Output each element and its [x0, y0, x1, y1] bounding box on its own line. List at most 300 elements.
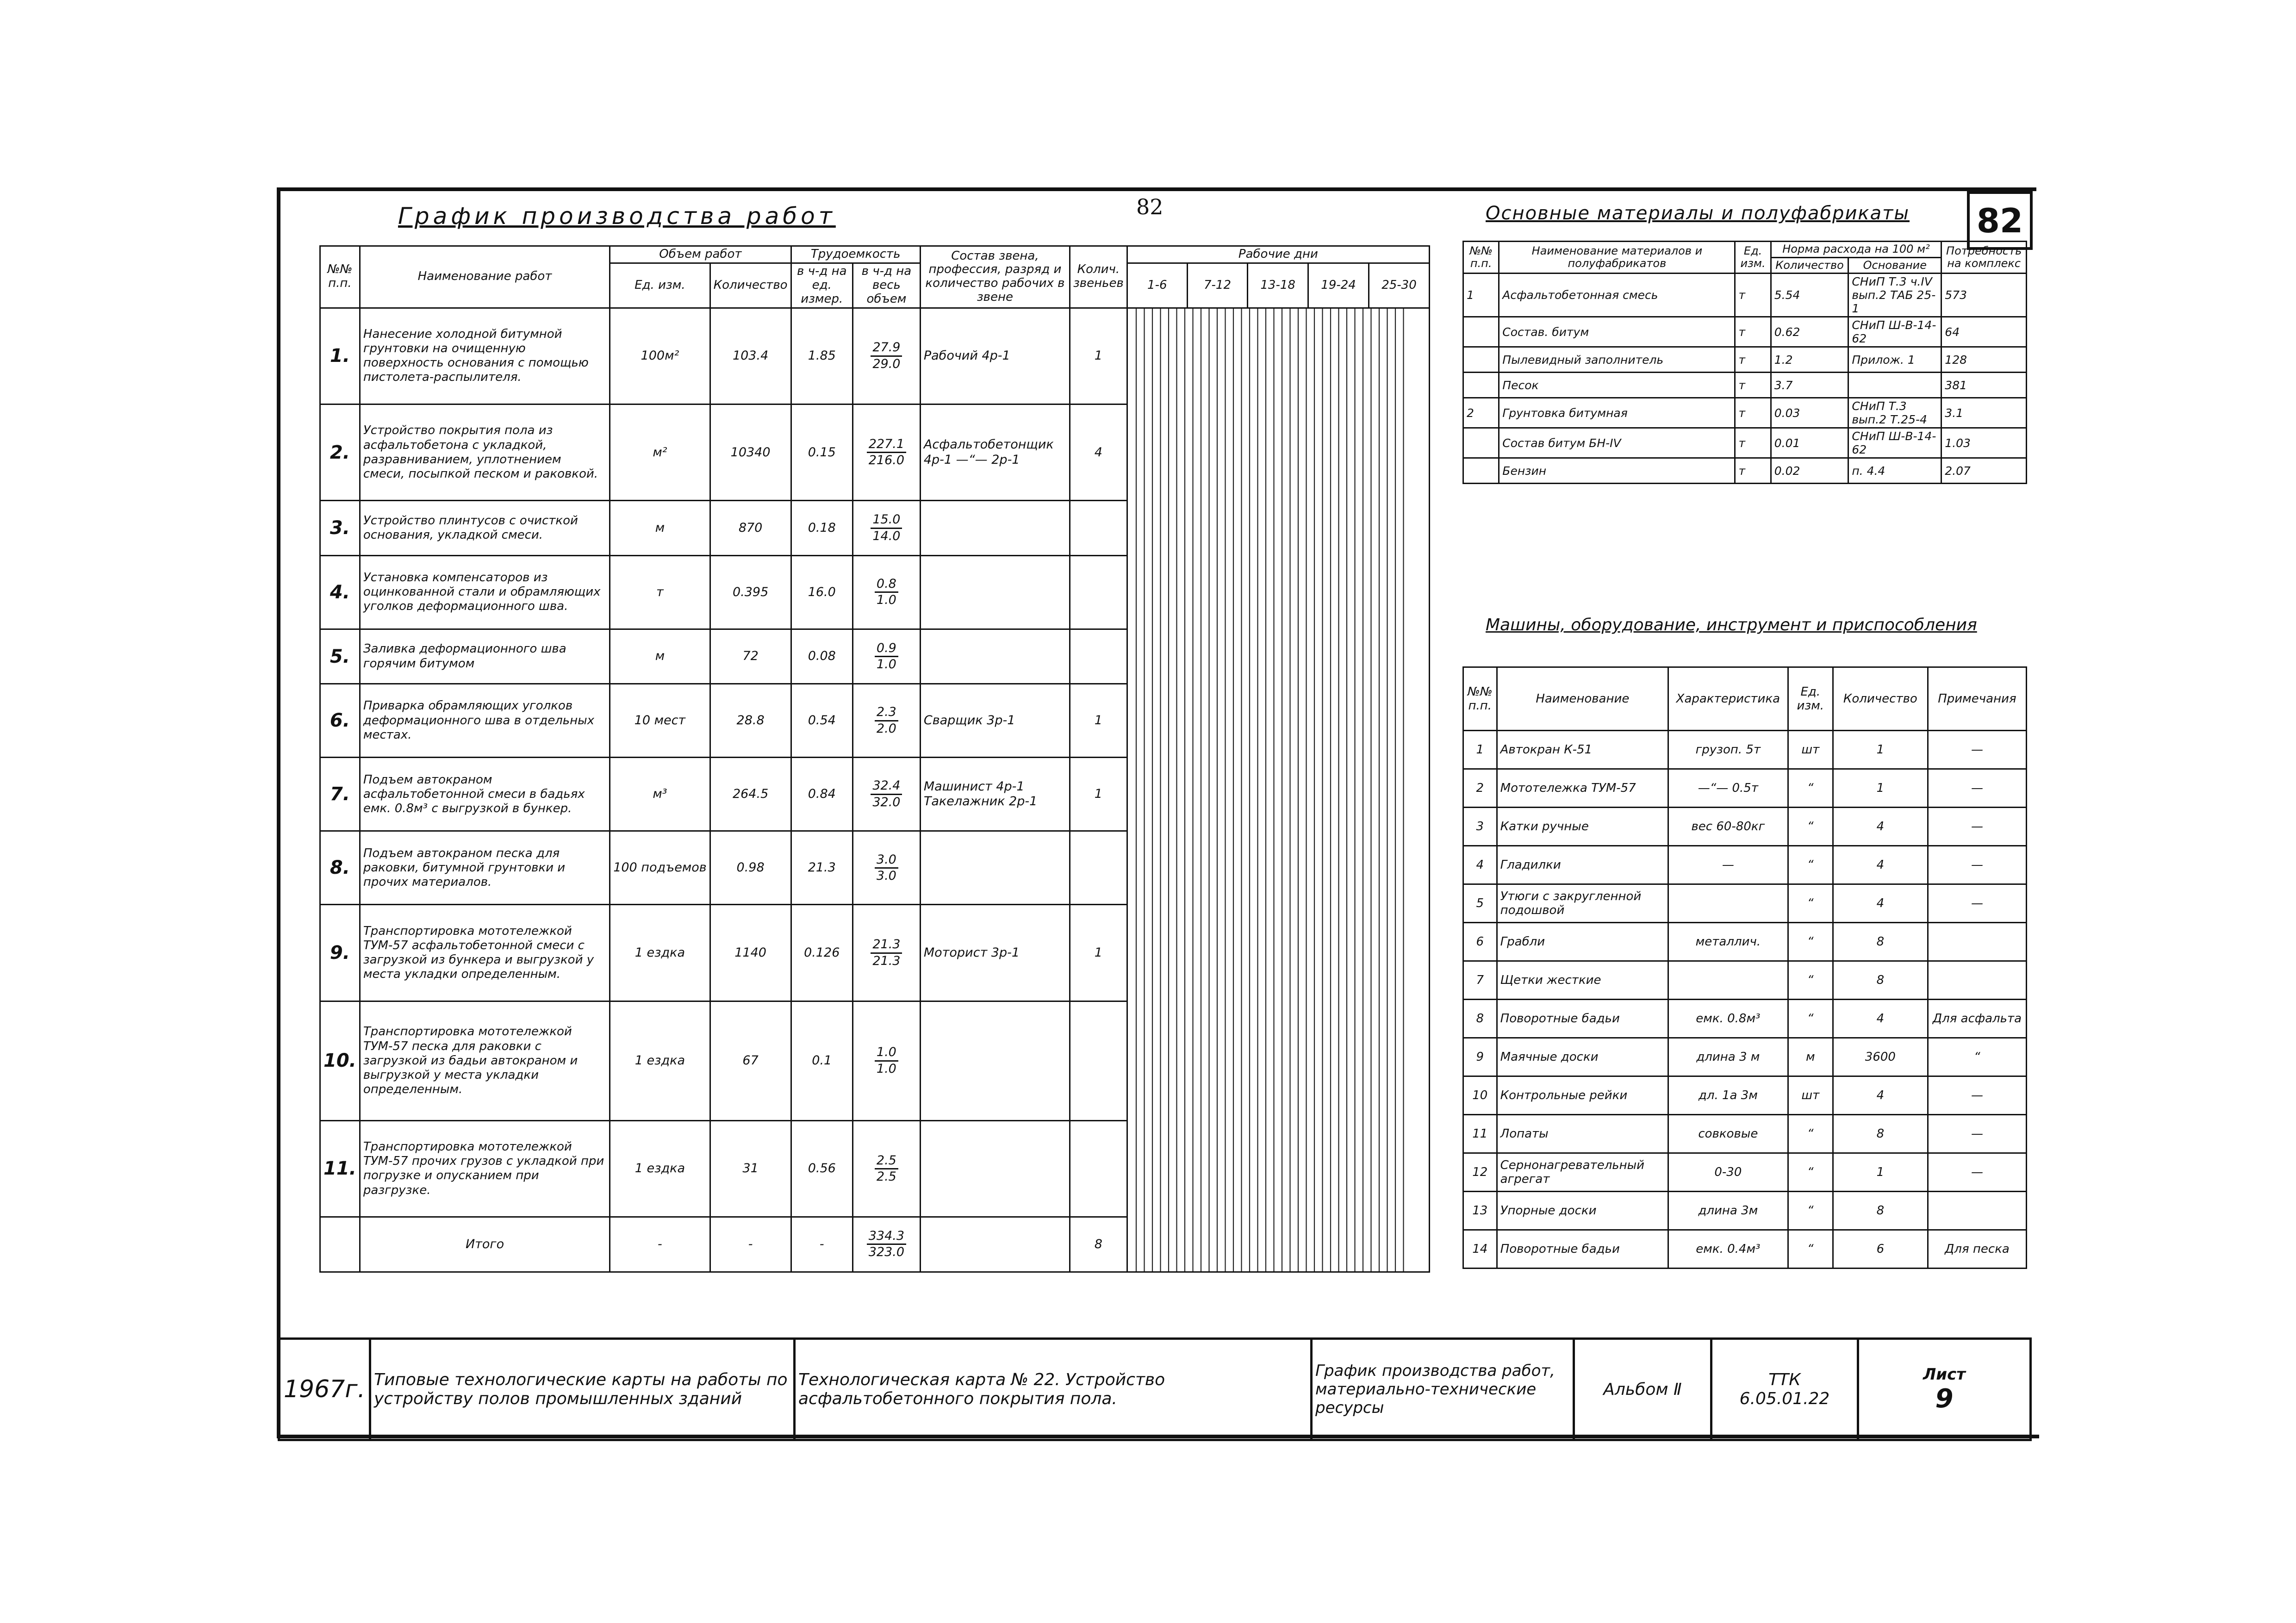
work-qty: 72 [710, 629, 791, 684]
machine-spec [1668, 961, 1788, 1000]
machine-note [1928, 1192, 2026, 1230]
crew-composition: Асфальтобетонщик 4р-1 —“— 2р-1 [920, 404, 1070, 501]
row-number: 5. [320, 629, 360, 684]
machine-name: Мототележка ТУМ-57 [1497, 769, 1668, 808]
machine-spec: длина 3м [1668, 1192, 1788, 1230]
row-number: 9. [320, 905, 360, 1001]
materials-body [1463, 274, 2027, 484]
machine-num: 9 [1463, 1038, 1497, 1076]
crew-composition: Сварщик 3р-1 [920, 684, 1070, 758]
row-number: 11. [320, 1120, 360, 1217]
schedule-title: График производства работ [398, 203, 836, 230]
labor-norm: 21.3 [791, 831, 852, 905]
machine-note: — [1928, 884, 2026, 923]
table-row [1463, 731, 2027, 769]
material-qty: 5.54 [1771, 274, 1848, 317]
labor-total-bottom: 1.0 [876, 593, 896, 608]
labor-total-bottom: 216.0 [868, 453, 905, 468]
labor-total-bottom: 1.0 [876, 1061, 896, 1076]
crew-composition: Моторист 3р-1 [920, 905, 1070, 1001]
labor-total-cell [852, 404, 920, 501]
machine-qty: 8 [1833, 1115, 1928, 1153]
machine-note: — [1928, 1153, 2026, 1192]
machine-unit: “ [1788, 1153, 1833, 1192]
table-row [1463, 769, 2027, 808]
sheet-badge: 82 [1967, 191, 2033, 250]
crew-count [1070, 1001, 1127, 1120]
material-num [1463, 458, 1499, 484]
labor-total-top: 27.9 [871, 340, 902, 356]
machine-note: — [1928, 808, 2026, 846]
machine-unit: “ [1788, 846, 1833, 884]
work-name: Транспортировка мототележкой ТУМ-57 песка для раковки с загрузкой из бадьи автокраном и выгрузкой у места укладки определенным. [360, 1001, 610, 1120]
machine-num: 11 [1463, 1115, 1497, 1153]
total-dash: - [710, 1217, 791, 1272]
labor-total [856, 1045, 917, 1076]
crew-composition [920, 1120, 1070, 1217]
mat-col-name: Наименование материалов и полуфабрикатов [1499, 242, 1735, 274]
machine-spec: совковые [1668, 1115, 1788, 1153]
work-name: Заливка деформационного шва горячим битумом [360, 629, 610, 684]
labor-total-bottom: 1.0 [876, 657, 896, 672]
machine-spec: —“— 0.5т [1668, 769, 1788, 808]
labor-norm: 0.84 [791, 758, 852, 831]
material-unit: т [1735, 373, 1771, 398]
title-block-sheet-label: Лист [1923, 1365, 1966, 1384]
machine-name: Лопаты [1497, 1115, 1668, 1153]
machine-num: 13 [1463, 1192, 1497, 1230]
machine-spec: емк. 0.8м³ [1668, 1000, 1788, 1038]
col-labor: Трудоемкость [791, 246, 920, 263]
machine-note: “ [1928, 1038, 2026, 1076]
mach-col-name: Наименование [1497, 667, 1668, 731]
machine-unit: “ [1788, 884, 1833, 923]
labor-norm: 0.56 [791, 1120, 852, 1217]
material-unit: т [1735, 317, 1771, 347]
machine-note: — [1928, 1076, 2026, 1115]
work-name: Подъем автокраном песка для раковки, битумной грунтовки и прочих материалов. [360, 831, 610, 905]
work-unit: м [610, 629, 710, 684]
machine-num: 10 [1463, 1076, 1497, 1115]
total-labor [856, 1229, 917, 1260]
total-labor-top: 334.3 [867, 1229, 906, 1245]
total-labor-cell [852, 1217, 920, 1272]
work-unit: 1 ездка [610, 905, 710, 1001]
material-num [1463, 347, 1499, 373]
machine-qty: 1 [1833, 1153, 1928, 1192]
crew-composition [920, 831, 1070, 905]
labor-norm: 1.85 [791, 308, 852, 404]
col-name: Наименование работ [360, 246, 610, 308]
machine-qty: 1 [1833, 769, 1928, 808]
machine-name: Щетки жесткие [1497, 961, 1668, 1000]
machine-qty: 1 [1833, 731, 1928, 769]
labor-total-cell [852, 501, 920, 555]
col-crew-count: Колич. звеньев [1070, 246, 1127, 308]
mat-col-norm-qty: Количество [1771, 257, 1848, 274]
machine-note: — [1928, 1115, 2026, 1153]
material-name: Состав. битум [1499, 317, 1735, 347]
labor-norm: 0.08 [791, 629, 852, 684]
total-dash: - [791, 1217, 852, 1272]
machine-qty: 6 [1833, 1230, 1928, 1269]
total-dash: - [610, 1217, 710, 1272]
table-row [1463, 274, 2027, 317]
crew-count [1070, 501, 1127, 555]
col-num: №№ п.п. [320, 246, 360, 308]
material-name: Грунтовка битумная [1499, 398, 1735, 428]
table-row [1463, 428, 2027, 458]
material-unit: т [1735, 428, 1771, 458]
machines-table [1462, 666, 2027, 1269]
machine-unit: “ [1788, 1230, 1833, 1269]
work-qty: 31 [710, 1120, 791, 1217]
title-block-code-label: ТТК [1768, 1370, 1801, 1389]
material-qty: 0.62 [1771, 317, 1848, 347]
machine-num: 14 [1463, 1230, 1497, 1269]
mat-col-norm: Норма расхода на 100 м² [1771, 242, 1941, 258]
mach-col-qty: Количество [1833, 667, 1928, 731]
title-block [278, 1337, 2032, 1441]
mach-col-note: Примечания [1928, 667, 2026, 731]
work-name: Устройство покрытия пола из асфальтобетона с укладкой, разравниванием, уплотнением смеси, посыпкой песком и раковкой. [360, 404, 610, 501]
material-unit: т [1735, 347, 1771, 373]
total-num-cell [320, 1217, 360, 1272]
labor-total-bottom: 14.0 [872, 529, 901, 543]
title-block-series: Типовые технологические карты на работы по устройству полов промышленных зданий [370, 1339, 795, 1440]
machines-title: Машины, оборудование, инструмент и приспособления [1486, 616, 1977, 634]
schedule-body [320, 308, 1430, 1272]
crew-count: 4 [1070, 404, 1127, 501]
work-name: Транспортировка мототележкой ТУМ-57 прочих грузов с укладкой при погрузке и опусканием при разгрузке. [360, 1120, 610, 1217]
machine-name: Маячные доски [1497, 1038, 1668, 1076]
table-row [1463, 1153, 2027, 1192]
machine-note [1928, 961, 2026, 1000]
machine-num: 1 [1463, 731, 1497, 769]
frame-top-border [278, 187, 2036, 191]
machine-qty: 4 [1833, 808, 1928, 846]
crew-count: 1 [1070, 308, 1127, 404]
day-range: 7-12 [1187, 263, 1247, 308]
work-unit: 10 мест [610, 684, 710, 758]
material-need: 1.03 [1941, 428, 2027, 458]
title-block-card: Технологическая карта № 22. Устройство асфальтобетонного покрытия пола. [795, 1339, 1312, 1440]
materials-table [1462, 241, 2027, 484]
mat-col-need: Потребность на комплекс [1941, 242, 2027, 274]
labor-total-cell [852, 758, 920, 831]
col-labor-unit: в ч-д на ед. измер. [791, 263, 852, 308]
crew-composition [920, 501, 1070, 555]
crew-composition: Машинист 4р-1 Такелажник 2р-1 [920, 758, 1070, 831]
machine-qty: 8 [1833, 923, 1928, 961]
labor-total [856, 705, 917, 736]
machine-name: Контрольные рейки [1497, 1076, 1668, 1115]
mat-col-norm-basis: Основание [1848, 257, 1941, 274]
labor-total-top: 3.0 [875, 852, 898, 869]
table-row [1463, 808, 2027, 846]
labor-total-top: 21.3 [871, 937, 902, 953]
work-qty: 870 [710, 501, 791, 555]
machine-qty: 8 [1833, 961, 1928, 1000]
labor-total-cell [852, 1001, 920, 1120]
material-basis: п. 4.4 [1848, 458, 1941, 484]
table-row [1463, 1192, 2027, 1230]
material-name: Асфальтобетонная смесь [1499, 274, 1735, 317]
machine-spec: грузоп. 5т [1668, 731, 1788, 769]
work-unit: м [610, 501, 710, 555]
machine-note: Для песка [1928, 1230, 2026, 1269]
total-labor-bottom: 323.0 [868, 1245, 905, 1260]
col-volume: Объем работ [610, 246, 791, 263]
machine-qty: 4 [1833, 884, 1928, 923]
material-need: 573 [1941, 274, 2027, 317]
material-need: 3.1 [1941, 398, 2027, 428]
material-qty: 0.02 [1771, 458, 1848, 484]
labor-total-cell [852, 684, 920, 758]
labor-norm: 0.18 [791, 501, 852, 555]
labor-total-top: 1.0 [875, 1045, 898, 1061]
labor-total-top: 0.8 [875, 577, 898, 593]
table-row [1463, 884, 2027, 923]
labor-total-cell [852, 629, 920, 684]
machine-spec: емк. 0.4м³ [1668, 1230, 1788, 1269]
labor-total-cell [852, 905, 920, 1001]
work-qty: 264.5 [710, 758, 791, 831]
crew-count: 1 [1070, 758, 1127, 831]
machine-spec: длина 3 м [1668, 1038, 1788, 1076]
work-qty: 103.4 [710, 308, 791, 404]
material-unit: т [1735, 398, 1771, 428]
mach-col-unit: Ед. изм. [1788, 667, 1833, 731]
row-number: 1. [320, 308, 360, 404]
table-row [1463, 1000, 2027, 1038]
table-row [1463, 923, 2027, 961]
material-num: 1 [1463, 274, 1499, 317]
title-block-sheet-no: 9 [1935, 1383, 1954, 1414]
machine-spec: металлич. [1668, 923, 1788, 961]
table-row [1463, 1038, 2027, 1076]
table-row [1463, 398, 2027, 428]
work-unit: м³ [610, 758, 710, 831]
labor-total-top: 2.3 [875, 705, 898, 721]
work-unit: 100м² [610, 308, 710, 404]
machine-name: Гладилки [1497, 846, 1668, 884]
material-name: Песок [1499, 373, 1735, 398]
material-name: Бензин [1499, 458, 1735, 484]
title-block-sheet [1858, 1339, 2031, 1440]
machine-name: Поворотные бадьи [1497, 1000, 1668, 1038]
machine-unit: “ [1788, 1000, 1833, 1038]
table-row [1463, 373, 2027, 398]
material-unit: т [1735, 274, 1771, 317]
work-name: Нанесение холодной битумной грунтовки на очищенную поверхность основания с помощью пистолета-распылителя. [360, 308, 610, 404]
col-labor-total: в ч-д на весь объем [852, 263, 920, 308]
labor-total-top: 15.0 [871, 512, 902, 529]
machine-name: Катки ручные [1497, 808, 1668, 846]
machine-spec [1668, 884, 1788, 923]
row-number: 8. [320, 831, 360, 905]
machine-num: 6 [1463, 923, 1497, 961]
machine-name: Автокран К-51 [1497, 731, 1668, 769]
machine-unit: м [1788, 1038, 1833, 1076]
machine-unit: “ [1788, 923, 1833, 961]
work-qty: 0.98 [710, 831, 791, 905]
title-block-year: 1967г. [279, 1339, 370, 1440]
table-row [1463, 1230, 2027, 1269]
crew-composition: Рабочий 4р-1 [920, 308, 1070, 404]
crew-count [1070, 1120, 1127, 1217]
material-name: Пылевидный заполнитель [1499, 347, 1735, 373]
machine-unit: “ [1788, 1192, 1833, 1230]
machine-qty: 4 [1833, 846, 1928, 884]
mat-col-unit: Ед. изм. [1735, 242, 1771, 274]
title-block-album: Альбом Ⅱ [1574, 1339, 1711, 1440]
mach-col-num: №№ п.п. [1463, 667, 1497, 731]
crew-count [1070, 555, 1127, 629]
machine-unit: “ [1788, 961, 1833, 1000]
machine-num: 12 [1463, 1153, 1497, 1192]
labor-norm: 16.0 [791, 555, 852, 629]
frame-left-border [277, 187, 280, 1437]
work-name: Транспортировка мототележкой ТУМ-57 асфальтобетонной смеси с загрузкой из бункера и выгрузкой у места укладки определенным. [360, 905, 610, 1001]
material-num: 2 [1463, 398, 1499, 428]
table-row [320, 308, 1430, 404]
row-number: 10. [320, 1001, 360, 1120]
machine-unit: шт [1788, 731, 1833, 769]
machine-num: 3 [1463, 808, 1497, 846]
material-basis: СНиП Ш-В-14-62 [1848, 428, 1941, 458]
crew-count: 1 [1070, 905, 1127, 1001]
gantt-area [1127, 308, 1429, 1272]
machine-name: Поворотные бадьи [1497, 1230, 1668, 1269]
labor-total [856, 512, 917, 544]
work-qty: 10340 [710, 404, 791, 501]
material-unit: т [1735, 458, 1771, 484]
machine-num: 4 [1463, 846, 1497, 884]
day-range: 1-6 [1127, 263, 1187, 308]
title-block-code [1711, 1339, 1858, 1440]
table-row [1463, 846, 2027, 884]
machine-name: Упорные доски [1497, 1192, 1668, 1230]
table-row [1463, 1115, 2027, 1153]
work-qty: 1140 [710, 905, 791, 1001]
work-unit: 100 подъемов [610, 831, 710, 905]
work-name: Устройство плинтусов с очисткой основания, укладкой смеси. [360, 501, 610, 555]
labor-norm: 0.15 [791, 404, 852, 501]
work-unit: м² [610, 404, 710, 501]
machine-num: 5 [1463, 884, 1497, 923]
col-unit: Ед. изм. [610, 263, 710, 308]
gantt-hatching [1128, 309, 1406, 1271]
work-name: Приварка обрамляющих уголков деформационного шва в отдельных местах. [360, 684, 610, 758]
labor-total [856, 937, 917, 969]
work-unit: 1 ездка [610, 1120, 710, 1217]
row-number: 7. [320, 758, 360, 831]
day-range: 25-30 [1369, 263, 1430, 308]
mach-col-spec: Характеристика [1668, 667, 1788, 731]
material-name: Состав битум БН-IV [1499, 428, 1735, 458]
machine-spec: 0-30 [1668, 1153, 1788, 1192]
work-qty: 0.395 [710, 555, 791, 629]
material-basis: СНиП Т.3 ч.IV вып.2 ТАБ 25-1 [1848, 274, 1941, 317]
total-crew-cell [920, 1217, 1070, 1272]
crew-composition [920, 555, 1070, 629]
machine-name: Грабли [1497, 923, 1668, 961]
labor-total [856, 340, 917, 372]
material-need: 64 [1941, 317, 2027, 347]
total-crew-count: 8 [1070, 1217, 1127, 1272]
table-row [1463, 458, 2027, 484]
material-num [1463, 373, 1499, 398]
table-row [1463, 1076, 2027, 1115]
material-qty: 3.7 [1771, 373, 1848, 398]
col-crew: Состав звена, профессия, разряд и количество рабочих в звене [920, 246, 1070, 308]
materials-title: Основные материалы и полуфабрикаты [1486, 203, 1910, 224]
labor-total-top: 0.9 [875, 641, 898, 657]
crew-count: 1 [1070, 684, 1127, 758]
material-need: 381 [1941, 373, 2027, 398]
machine-num: 7 [1463, 961, 1497, 1000]
machine-num: 2 [1463, 769, 1497, 808]
crew-count [1070, 831, 1127, 905]
row-number: 2. [320, 404, 360, 501]
table-row [1463, 347, 2027, 373]
labor-total-top: 2.5 [875, 1153, 898, 1169]
crew-composition [920, 1001, 1070, 1120]
labor-total-bottom: 29.0 [872, 356, 901, 371]
machine-qty: 8 [1833, 1192, 1928, 1230]
machine-spec: вес 60-80кг [1668, 808, 1788, 846]
machine-note: — [1928, 731, 2026, 769]
work-name: Установка компенсаторов из оцинкованной стали и обрамляющих уголков деформационного шва. [360, 555, 610, 629]
page-number: 82 [1136, 194, 1164, 219]
labor-total [856, 641, 917, 672]
material-basis [1848, 373, 1941, 398]
material-qty: 0.03 [1771, 398, 1848, 428]
work-name: Подъем автокраном асфальтобетонной смеси в бадьях емк. 0.8м³ с выгрузкой в бункер. [360, 758, 610, 831]
total-label: Итого [360, 1217, 610, 1272]
labor-total-cell [852, 831, 920, 905]
material-num [1463, 317, 1499, 347]
material-qty: 1.2 [1771, 347, 1848, 373]
machine-unit: “ [1788, 808, 1833, 846]
labor-total [856, 1153, 917, 1185]
labor-total-top: 32.4 [871, 778, 902, 795]
labor-total-bottom: 21.3 [872, 953, 901, 968]
labor-total-bottom: 3.0 [876, 868, 896, 883]
table-row [1463, 961, 2027, 1000]
machine-note: Для асфальта [1928, 1000, 2026, 1038]
labor-norm: 0.54 [791, 684, 852, 758]
labor-total [856, 437, 917, 468]
col-qty: Количество [710, 263, 791, 308]
labor-total-bottom: 2.5 [876, 1169, 896, 1184]
work-qty: 67 [710, 1001, 791, 1120]
labor-total-top: 227.1 [867, 437, 906, 453]
machine-note [1928, 923, 2026, 961]
title-block-code-value: 6.05.01.22 [1739, 1389, 1830, 1408]
row-number: 4. [320, 555, 360, 629]
material-qty: 0.01 [1771, 428, 1848, 458]
machine-unit: шт [1788, 1076, 1833, 1115]
machines-body [1463, 731, 2027, 1269]
labor-total [856, 852, 917, 884]
machine-name: Сернонагревательный агрегат [1497, 1153, 1668, 1192]
machine-spec: — [1668, 846, 1788, 884]
material-basis: СНиП Т.3 вып.2 Т.25-4 [1848, 398, 1941, 428]
row-number: 3. [320, 501, 360, 555]
work-unit: т [610, 555, 710, 629]
